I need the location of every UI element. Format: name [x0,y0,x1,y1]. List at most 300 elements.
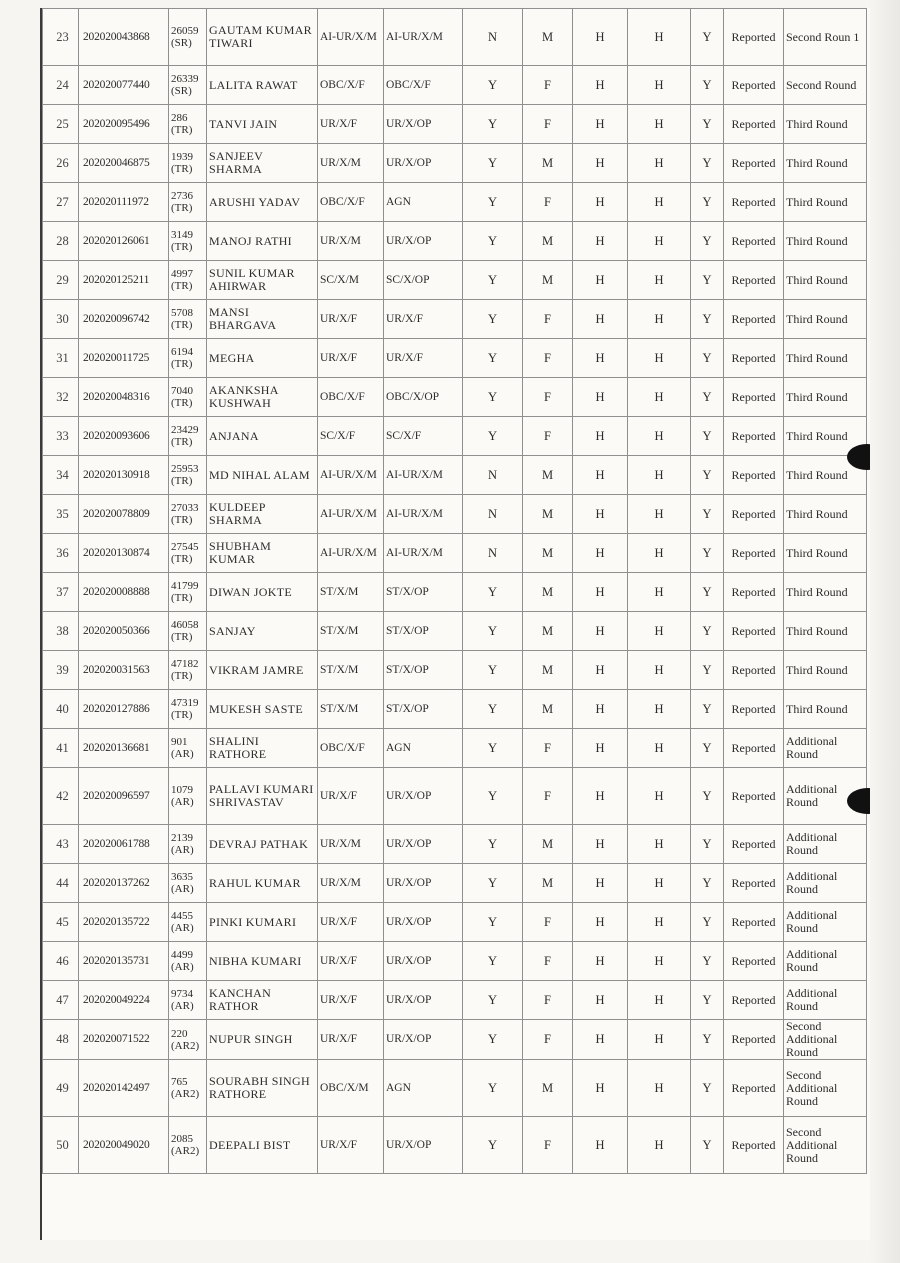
cell-sex: F [523,183,573,222]
cell-f3: H [628,261,691,300]
cell-f3: H [628,456,691,495]
cell-sn: 45 [43,903,79,942]
table-row [43,612,867,651]
table-row [43,66,867,105]
cell-f1: Y [463,1020,523,1060]
cell-status: Reported [724,417,784,456]
cell-f3: H [628,864,691,903]
cell-f1: N [463,534,523,573]
cell-app: 202020095496 [79,105,169,144]
cell-cat2: AGN [384,183,463,222]
cell-rank: 6194 (TR) [169,339,207,378]
cell-name: KANCHAN RATHOR [207,981,318,1020]
cell-round: Third Round [784,300,867,339]
cell-rank: 27033 (TR) [169,495,207,534]
cell-f2: H [573,1020,628,1060]
cell-f3: H [628,66,691,105]
cell-sex: F [523,378,573,417]
cell-rank: 7040 (TR) [169,378,207,417]
cell-rank: 27545 (TR) [169,534,207,573]
cell-cat2: UR/X/OP [384,222,463,261]
cell-f3: H [628,144,691,183]
cell-f4: Y [691,66,724,105]
cell-status: Reported [724,729,784,768]
cell-sex: M [523,144,573,183]
cell-app: 202020096597 [79,768,169,825]
cell-status: Reported [724,651,784,690]
cell-sn: 38 [43,612,79,651]
cell-f3: H [628,903,691,942]
cell-f3: H [628,105,691,144]
table-row [43,456,867,495]
cell-f4: Y [691,534,724,573]
cell-round: Additional Round [784,903,867,942]
cell-f2: H [573,261,628,300]
cell-f4: Y [691,183,724,222]
cell-sex: M [523,612,573,651]
cell-round: Additional Round [784,768,867,825]
cell-cat1: ST/X/M [318,612,384,651]
cell-f3: H [628,651,691,690]
cell-f2: H [573,222,628,261]
cell-cat2: AI-UR/X/M [384,495,463,534]
cell-sn: 43 [43,825,79,864]
cell-f1: Y [463,300,523,339]
cell-sn: 42 [43,768,79,825]
cell-round: Second Round [784,66,867,105]
cell-f2: H [573,942,628,981]
cell-name: PINKI KUMARI [207,903,318,942]
cell-name: SHALINI RATHORE [207,729,318,768]
cell-f3: H [628,690,691,729]
cell-cat1: ST/X/M [318,573,384,612]
cell-status: Reported [724,612,784,651]
cell-f4: Y [691,417,724,456]
cell-rank: 23429 (TR) [169,417,207,456]
cell-sex: F [523,417,573,456]
cell-f2: H [573,864,628,903]
cell-f1: Y [463,690,523,729]
cell-cat2: ST/X/OP [384,612,463,651]
cell-sex: M [523,9,573,66]
cell-f4: Y [691,9,724,66]
cell-f2: H [573,1117,628,1174]
cell-sex: F [523,729,573,768]
cell-sex: M [523,825,573,864]
cell-round: Third Round [784,456,867,495]
cell-cat1: ST/X/M [318,690,384,729]
cell-f2: H [573,903,628,942]
cell-cat2: AI-UR/X/M [384,534,463,573]
cell-f3: H [628,534,691,573]
table-row [43,144,867,183]
cell-f3: H [628,573,691,612]
cell-f4: Y [691,300,724,339]
cell-sex: F [523,1117,573,1174]
cell-cat1: UR/X/F [318,942,384,981]
cell-name: TANVI JAIN [207,105,318,144]
cell-f1: Y [463,378,523,417]
table-row [43,183,867,222]
cell-app: 202020078809 [79,495,169,534]
cell-app: 202020011725 [79,339,169,378]
cell-cat2: UR/X/F [384,300,463,339]
cell-f2: H [573,183,628,222]
cell-sn: 41 [43,729,79,768]
cell-round: Second Additional Round [784,1060,867,1117]
cell-cat1: AI-UR/X/M [318,456,384,495]
cell-app: 202020136681 [79,729,169,768]
cell-name: PALLAVI KUMARI SHRIVASTAV [207,768,318,825]
cell-rank: 2085 (AR2) [169,1117,207,1174]
cell-sn: 32 [43,378,79,417]
cell-f3: H [628,612,691,651]
cell-cat1: AI-UR/X/M [318,495,384,534]
cell-f4: Y [691,768,724,825]
table-row [43,651,867,690]
cell-sn: 44 [43,864,79,903]
cell-f4: Y [691,339,724,378]
cell-sex: M [523,261,573,300]
cell-round: Third Round [784,261,867,300]
cell-sn: 33 [43,417,79,456]
cell-name: KULDEEP SHARMA [207,495,318,534]
cell-app: 202020096742 [79,300,169,339]
cell-round: Second Roun 1 [784,9,867,66]
cell-rank: 4455 (AR) [169,903,207,942]
cell-cat1: OBC/X/F [318,183,384,222]
cell-f1: Y [463,261,523,300]
cell-status: Reported [724,573,784,612]
cell-f1: Y [463,825,523,864]
cell-sex: F [523,339,573,378]
cell-f2: H [573,690,628,729]
table-row [43,903,867,942]
cell-f3: H [628,942,691,981]
cell-name: SUNIL KUMAR AHIRWAR [207,261,318,300]
cell-cat1: OBC/X/M [318,1060,384,1117]
cell-f2: H [573,981,628,1020]
table-row [43,981,867,1020]
cell-status: Reported [724,903,784,942]
table-row [43,300,867,339]
table-row [43,261,867,300]
cell-name: MD NIHAL ALAM [207,456,318,495]
cell-cat2: UR/X/F [384,339,463,378]
cell-cat2: UR/X/OP [384,942,463,981]
cell-name: DIWAN JOKTE [207,573,318,612]
cell-app: 202020061788 [79,825,169,864]
cell-rank: 41799 (TR) [169,573,207,612]
cell-cat2: AI-UR/X/M [384,9,463,66]
cell-f1: Y [463,981,523,1020]
cell-f1: Y [463,339,523,378]
cell-cat2: AGN [384,729,463,768]
cell-app: 202020077440 [79,66,169,105]
cell-f1: N [463,495,523,534]
cell-round: Third Round [784,612,867,651]
cell-rank: 26059 (SR) [169,9,207,66]
cell-cat2: UR/X/OP [384,981,463,1020]
cell-sex: F [523,981,573,1020]
cell-rank: 47182 (TR) [169,651,207,690]
cell-round: Second Additional Round [784,1117,867,1174]
cell-f3: H [628,1020,691,1060]
cell-f1: Y [463,612,523,651]
cell-round: Third Round [784,495,867,534]
cell-f4: Y [691,903,724,942]
cell-cat2: ST/X/OP [384,651,463,690]
cell-cat1: OBC/X/F [318,378,384,417]
cell-cat2: UR/X/OP [384,768,463,825]
table-row [43,495,867,534]
cell-sn: 28 [43,222,79,261]
cell-cat1: UR/X/M [318,825,384,864]
cell-f2: H [573,300,628,339]
cell-sn: 37 [43,573,79,612]
cell-f2: H [573,456,628,495]
cell-name: SANJAY [207,612,318,651]
cell-sn: 48 [43,1020,79,1060]
cell-f3: H [628,825,691,864]
cell-cat2: ST/X/OP [384,573,463,612]
cell-name: SANJEEV SHARMA [207,144,318,183]
cell-sn: 40 [43,690,79,729]
cell-name: ANJANA [207,417,318,456]
cell-sex: F [523,300,573,339]
cell-app: 202020137262 [79,864,169,903]
cell-f1: Y [463,573,523,612]
cell-f2: H [573,651,628,690]
cell-name: VIKRAM JAMRE [207,651,318,690]
cell-f4: Y [691,651,724,690]
table-row [43,339,867,378]
table-row [43,942,867,981]
cell-f3: H [628,9,691,66]
cell-rank: 4499 (AR) [169,942,207,981]
cell-f1: Y [463,942,523,981]
cell-app: 202020142497 [79,1060,169,1117]
cell-sn: 46 [43,942,79,981]
table-row [43,768,867,825]
cell-cat1: OBC/X/F [318,66,384,105]
cell-f2: H [573,768,628,825]
table-row [43,573,867,612]
cell-app: 202020049224 [79,981,169,1020]
document-page [40,8,872,1240]
cell-cat1: ST/X/M [318,651,384,690]
cell-round: Third Round [784,378,867,417]
cell-rank: 765 (AR2) [169,1060,207,1117]
cell-status: Reported [724,300,784,339]
cell-f1: Y [463,105,523,144]
cell-cat2: SC/X/F [384,417,463,456]
cell-cat1: UR/X/F [318,1117,384,1174]
cell-f3: H [628,417,691,456]
table-row [43,9,867,66]
cell-app: 202020049020 [79,1117,169,1174]
cell-f3: H [628,495,691,534]
cell-f3: H [628,222,691,261]
table-row [43,864,867,903]
cell-f2: H [573,573,628,612]
cell-app: 202020031563 [79,651,169,690]
cell-f3: H [628,1060,691,1117]
cell-f1: Y [463,729,523,768]
cell-name: LALITA RAWAT [207,66,318,105]
cell-app: 202020048316 [79,378,169,417]
cell-round: Additional Round [784,825,867,864]
cell-f4: Y [691,456,724,495]
cell-f2: H [573,105,628,144]
cell-name: SHUBHAM KUMAR [207,534,318,573]
cell-cat1: UR/X/F [318,300,384,339]
table-row [43,825,867,864]
cell-round: Third Round [784,651,867,690]
cell-status: Reported [724,1060,784,1117]
cell-sex: M [523,573,573,612]
cell-sex: M [523,651,573,690]
cell-cat2: UR/X/OP [384,903,463,942]
cell-f1: Y [463,144,523,183]
cell-cat2: AGN [384,1060,463,1117]
cell-name: DEVRAJ PATHAK [207,825,318,864]
cell-f1: N [463,456,523,495]
cell-sn: 27 [43,183,79,222]
cell-f2: H [573,1060,628,1117]
cell-cat1: AI-UR/X/M [318,9,384,66]
table-body [43,9,867,1174]
cell-f4: Y [691,612,724,651]
cell-round: Third Round [784,339,867,378]
cell-rank: 46058 (TR) [169,612,207,651]
cell-app: 202020008888 [79,573,169,612]
cell-sn: 49 [43,1060,79,1117]
cell-sn: 31 [43,339,79,378]
cell-cat1: UR/X/F [318,768,384,825]
cell-sex: F [523,66,573,105]
cell-f4: Y [691,864,724,903]
cell-f4: Y [691,105,724,144]
cell-rank: 47319 (TR) [169,690,207,729]
cell-sex: M [523,690,573,729]
cell-round: Third Round [784,690,867,729]
cell-cat1: UR/X/F [318,903,384,942]
cell-sn: 26 [43,144,79,183]
admission-table [42,8,867,1174]
cell-status: Reported [724,105,784,144]
cell-name: DEEPALI BIST [207,1117,318,1174]
cell-f4: Y [691,222,724,261]
cell-status: Reported [724,9,784,66]
cell-name: MEGHA [207,339,318,378]
cell-app: 202020135731 [79,942,169,981]
cell-f4: Y [691,1060,724,1117]
cell-app: 202020093606 [79,417,169,456]
cell-f4: Y [691,378,724,417]
cell-f4: Y [691,1020,724,1060]
cell-round: Third Round [784,105,867,144]
cell-f4: Y [691,825,724,864]
cell-f2: H [573,144,628,183]
cell-name: NUPUR SINGH [207,1020,318,1060]
page-edge [870,0,900,1263]
cell-sn: 39 [43,651,79,690]
cell-rank: 25953 (TR) [169,456,207,495]
cell-sex: F [523,942,573,981]
cell-app: 202020130874 [79,534,169,573]
cell-cat2: AI-UR/X/M [384,456,463,495]
cell-sn: 34 [43,456,79,495]
table-row [43,729,867,768]
cell-cat1: UR/X/F [318,1020,384,1060]
cell-status: Reported [724,66,784,105]
cell-app: 202020111972 [79,183,169,222]
cell-cat1: UR/X/M [318,864,384,903]
cell-rank: 901 (AR) [169,729,207,768]
cell-sex: F [523,903,573,942]
cell-status: Reported [724,378,784,417]
cell-round: Third Round [784,144,867,183]
cell-f2: H [573,339,628,378]
cell-cat1: SC/X/M [318,261,384,300]
cell-f1: Y [463,417,523,456]
cell-app: 202020135722 [79,903,169,942]
cell-f4: Y [691,573,724,612]
cell-sn: 25 [43,105,79,144]
cell-name: MANOJ RATHI [207,222,318,261]
cell-cat2: UR/X/OP [384,144,463,183]
cell-f4: Y [691,942,724,981]
cell-cat2: UR/X/OP [384,105,463,144]
cell-f1: Y [463,1060,523,1117]
cell-sex: M [523,1060,573,1117]
cell-cat2: OBC/X/F [384,66,463,105]
cell-f3: H [628,729,691,768]
cell-cat1: UR/X/M [318,222,384,261]
cell-f1: N [463,9,523,66]
cell-cat2: UR/X/OP [384,1117,463,1174]
cell-cat2: UR/X/OP [384,864,463,903]
table-row [43,105,867,144]
cell-round: Third Round [784,222,867,261]
cell-name: SOURABH SINGH RATHORE [207,1060,318,1117]
cell-rank: 3635 (AR) [169,864,207,903]
cell-f3: H [628,1117,691,1174]
cell-f2: H [573,534,628,573]
cell-cat2: SC/X/OP [384,261,463,300]
cell-rank: 9734 (AR) [169,981,207,1020]
cell-f4: Y [691,690,724,729]
cell-round: Additional Round [784,864,867,903]
table-row [43,534,867,573]
cell-f3: H [628,339,691,378]
cell-name: MANSI BHARGAVA [207,300,318,339]
cell-round: Third Round [784,534,867,573]
cell-app: 202020050366 [79,612,169,651]
cell-f2: H [573,378,628,417]
cell-f4: Y [691,1117,724,1174]
cell-rank: 5708 (TR) [169,300,207,339]
cell-name: ARUSHI YADAV [207,183,318,222]
cell-rank: 2139 (AR) [169,825,207,864]
cell-sex: F [523,768,573,825]
cell-name: RAHUL KUMAR [207,864,318,903]
cell-cat1: UR/X/F [318,105,384,144]
cell-sn: 35 [43,495,79,534]
cell-cat1: SC/X/F [318,417,384,456]
cell-status: Reported [724,222,784,261]
